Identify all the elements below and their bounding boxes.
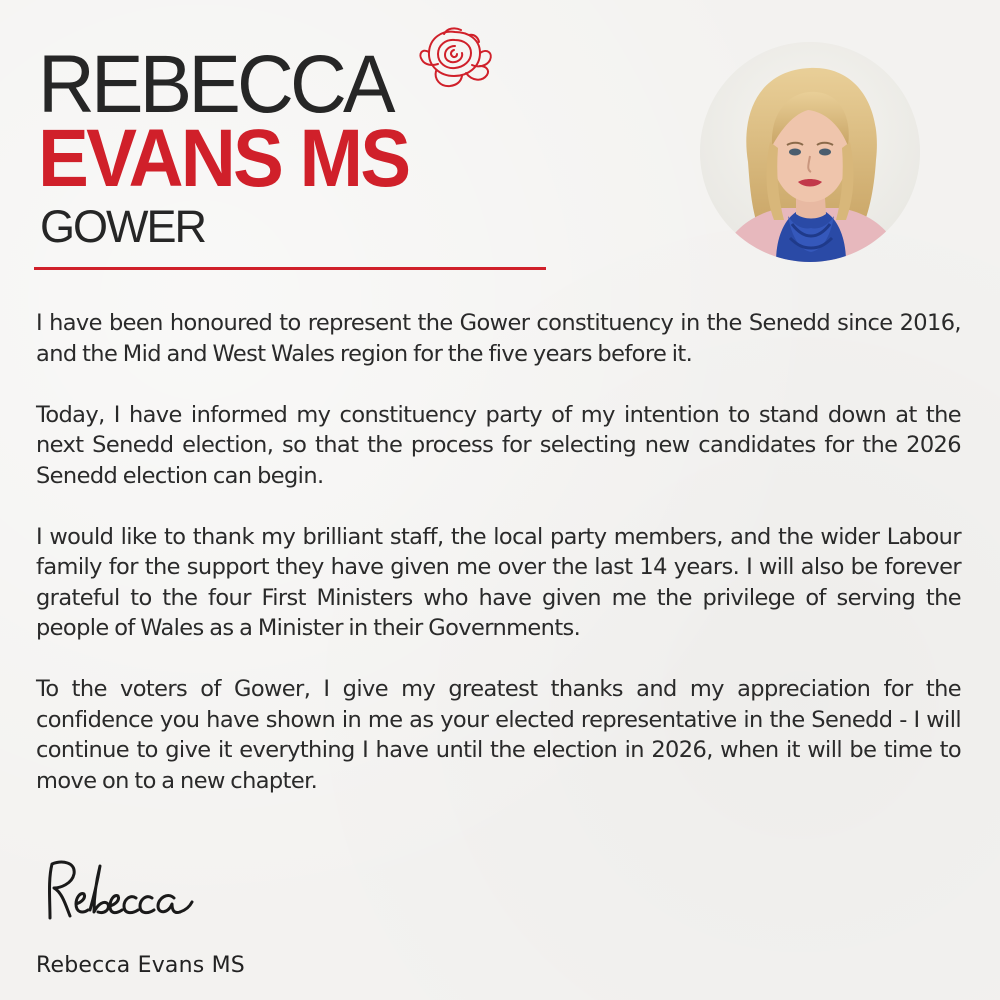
name-first: REBECCA — [38, 39, 392, 130]
letter-paragraph: I would like to thank my brilliant staff, the local party members, and the wider Labour family for the support they have given me over the last 14 years. I will also be forever grateful to the four First Ministers who have given me the privilege of serving the people of Wales as a Minister in their Governments. — [36, 523, 961, 641]
handwritten-signature — [36, 852, 226, 932]
red-rose-icon — [414, 26, 496, 96]
letter-paragraph: I have been honoured to represent the Gower constituency in the Senedd since 2016, and the Mid and West Wales region for the five years before it. — [36, 310, 961, 367]
signoff-name: Rebecca Evans MS — [36, 953, 245, 978]
letter-paragraph: Today, I have informed my constituency party of my intention to stand down at the next Senedd election, so that the process for selecting new candidates for the 2026 Senedd election can begin. — [36, 401, 961, 489]
letter-paragraph: To the voters of Gower, I give my greatest thanks and my appreciation for the confidence you have shown in me as your elected representative in the Senedd - I will continue to give it everything I have until the election in 2026, when it will be time to move on to a new chapter. — [36, 676, 961, 794]
portrait-photo — [700, 42, 920, 262]
constituency-title: GOWER — [40, 201, 205, 252]
name-last: EVANS MS — [38, 113, 409, 204]
letter-body — [36, 308, 961, 796]
header-divider — [34, 267, 546, 270]
